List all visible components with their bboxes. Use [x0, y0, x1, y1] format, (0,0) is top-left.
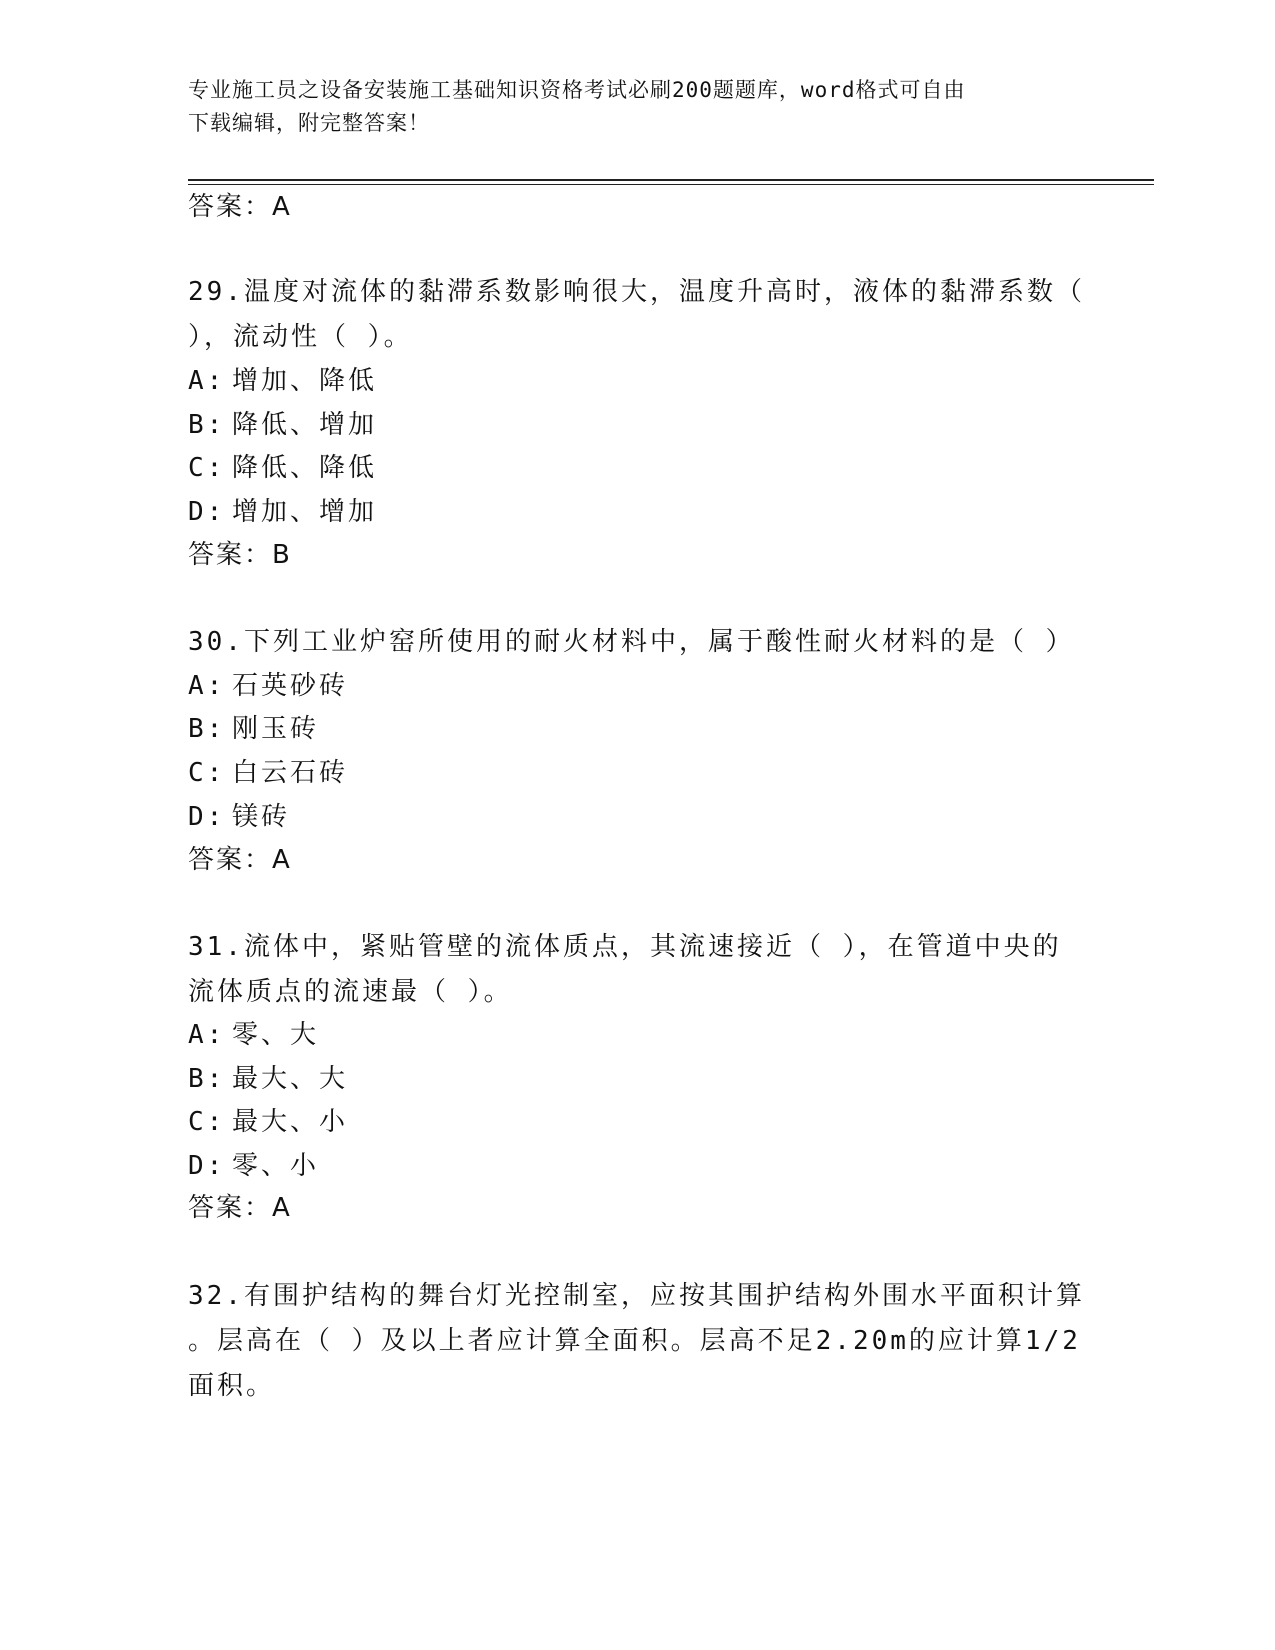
- question-30-option-c: [188, 751, 1088, 796]
- answer-31: 答案：A: [188, 1193, 292, 1223]
- option-text: 零、小: [232, 1151, 320, 1181]
- header-line-1: 专业施工员之设备安装施工基础知识资格考试必刷200题题库，word格式可自由: [188, 78, 966, 102]
- answer-29: 答案：B: [188, 540, 292, 570]
- question-31-line-1: 31.流体中，紧贴管壁的流体质点，其流速接近（ ），在管道中央的: [188, 932, 1062, 962]
- option-text: 降低、降低: [232, 453, 378, 483]
- question-32-line-2: 。层高在（ ）及以上者应计算全面积。层高不足2.20m的应计算1/2: [188, 1326, 1081, 1356]
- option-text: 白云石砖: [232, 758, 349, 788]
- option-text: 增加、增加: [232, 497, 378, 527]
- question-32: [188, 1274, 1088, 1409]
- option-label: C:: [188, 453, 226, 483]
- option-text: 最大、大: [232, 1064, 349, 1094]
- question-31-line-2: 流体质点的流速最（ ）。: [188, 977, 513, 1007]
- option-label: D:: [188, 497, 226, 527]
- question-32-line-1: 32.有围护结构的舞台灯光控制室，应按其围护结构外围水平面积计算: [188, 1281, 1085, 1311]
- header-line-2: 下载编辑，附完整答案！: [188, 111, 430, 135]
- option-label: C:: [188, 758, 226, 788]
- question-29: [188, 270, 1088, 360]
- answer-30: 答案：A: [188, 845, 292, 875]
- header-divider-top: [188, 179, 1154, 181]
- option-label: A:: [188, 366, 226, 396]
- question-29-option-a: [188, 359, 1088, 404]
- header-divider-bottom: [188, 184, 1154, 185]
- question-30-line-1: 30.下列工业炉窑所使用的耐火材料中，属于酸性耐火材料的是（ ）: [188, 627, 1075, 657]
- option-text: 零、大: [232, 1020, 320, 1050]
- option-label: B:: [188, 1064, 226, 1094]
- question-29-line-1: 29.温度对流体的黏滞系数影响很大，温度升高时，液体的黏滞系数（: [188, 277, 1085, 307]
- question-30-option-d: [188, 795, 1088, 840]
- option-text: 最大、小: [232, 1107, 349, 1137]
- question-31-option-c: [188, 1100, 1088, 1145]
- question-29-option-d: [188, 490, 1088, 535]
- option-label: A:: [188, 671, 226, 701]
- question-29-option-b: [188, 403, 1088, 448]
- question-29-option-c: [188, 446, 1088, 491]
- option-label: D:: [188, 802, 226, 832]
- question-31-option-a: [188, 1013, 1088, 1058]
- question-31-option-d: [188, 1144, 1088, 1189]
- question-30-option-a: [188, 664, 1088, 709]
- option-text: 刚玉砖: [232, 714, 320, 744]
- option-label: C:: [188, 1107, 226, 1137]
- question-32-line-3: 面积。: [188, 1371, 276, 1401]
- option-label: B:: [188, 714, 226, 744]
- question-29-line-2: ），流动性（ ）。: [188, 322, 413, 352]
- option-text: 镁砖: [232, 802, 291, 832]
- option-text: 降低、增加: [232, 410, 378, 440]
- option-text: 石英砂砖: [232, 671, 349, 701]
- option-text: 增加、降低: [232, 366, 378, 396]
- answer-prev: 答案：A: [188, 192, 292, 222]
- document-header: [188, 74, 1088, 140]
- option-label: B:: [188, 410, 226, 440]
- question-30: [188, 620, 1088, 665]
- option-label: A:: [188, 1020, 226, 1050]
- question-31: [188, 925, 1088, 1015]
- question-31-option-b: [188, 1057, 1088, 1102]
- option-label: D:: [188, 1151, 226, 1181]
- question-30-option-b: [188, 707, 1088, 752]
